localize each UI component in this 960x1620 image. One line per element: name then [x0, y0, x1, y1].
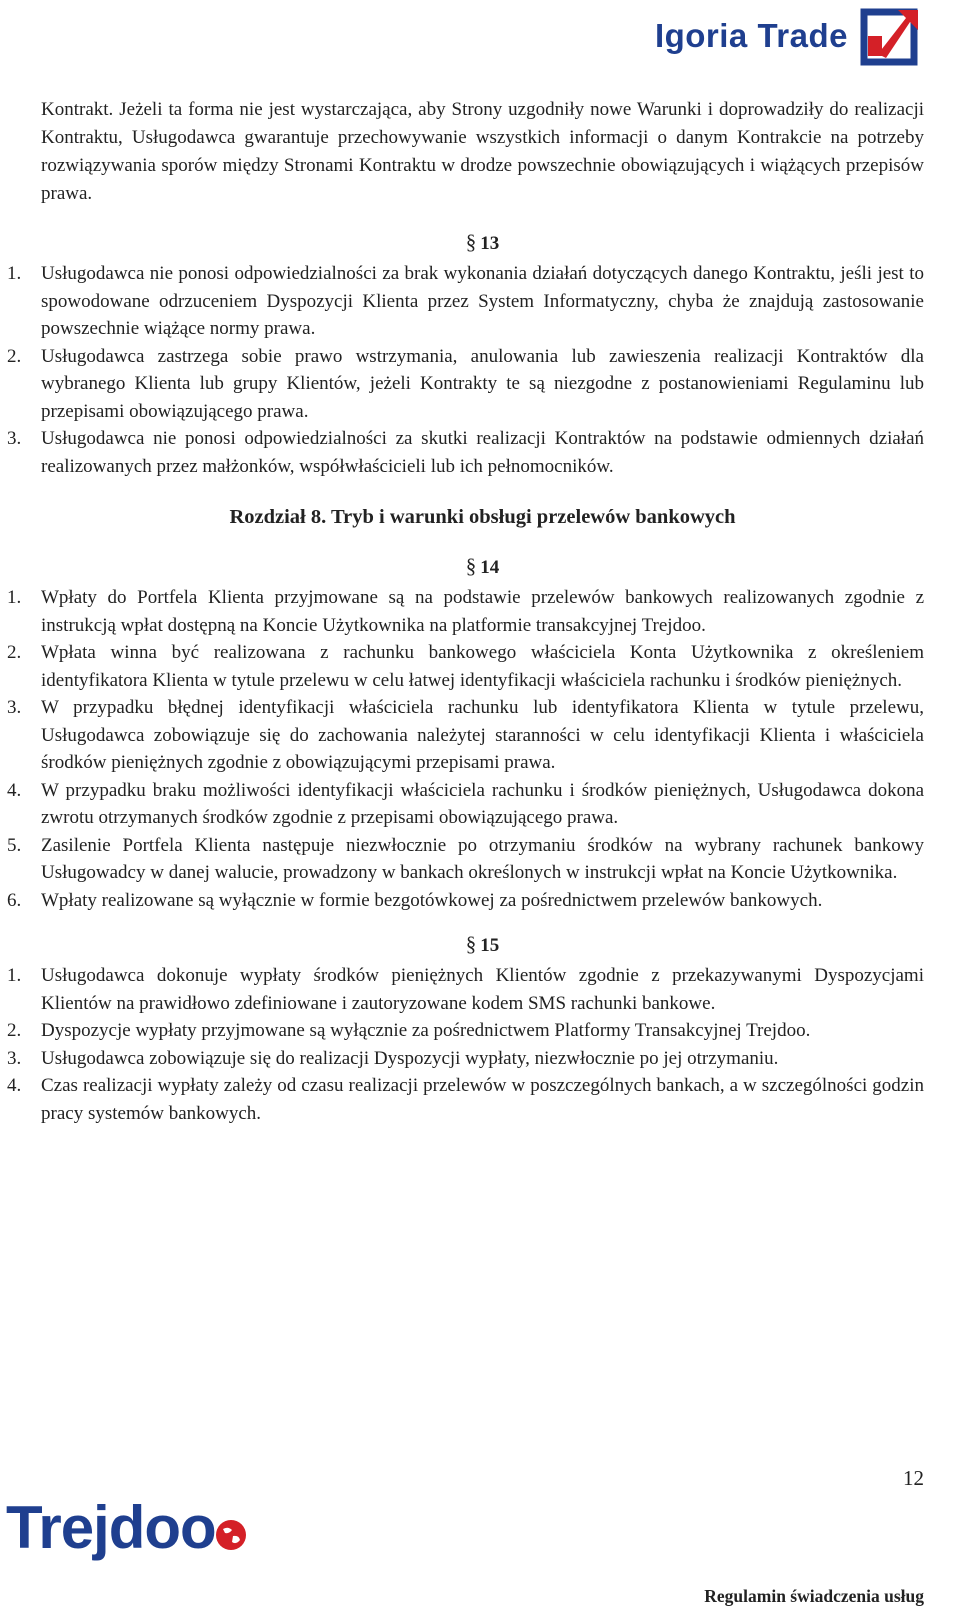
item-text: Usługodawca nie ponosi odpowiedzialności za skutki realizacji Kontraktów na podstawie odmiennych działań realizowanych przez małżonków, współwłaścicieli lub ich pełnomocników.	[41, 428, 924, 477]
section-13-list	[7, 260, 924, 480]
list-item	[7, 1017, 924, 1045]
section-15-heading	[41, 930, 924, 960]
item-text: Wpłaty do Portfela Klienta przyjmowane są na podstawie przelewów bankowych realizowanych zgodnie z instrukcją wpłat dostępną na Koncie Użytkownika na platformie transakcyjnej Trejdoo.	[41, 587, 924, 636]
section-15-list	[7, 962, 924, 1127]
section-13-heading	[41, 228, 924, 258]
item-text: Usługodawca nie ponosi odpowiedzialności za brak wykonania działań dotyczących danego Kontraktu, jeśli jest to spowodowane odrzuceniem Dyspozycji Klienta przez System Informatyczny, chyba że znajdują zastosowanie powszechnie wiążące normy prawa.	[41, 263, 924, 339]
list-item	[7, 639, 924, 694]
list-item	[7, 1072, 924, 1127]
list-item	[7, 425, 924, 480]
item-text: W przypadku błędnej identyfikacji właściciela rachunku lub identyfikatora Klienta w tytule przelewu, Usługodawca zobowiązuje się do zachowania należytej staranności w celu identyfikacji Klienta i właściciela środków pieniężnych zgodnie z obowiązującymi przepisami prawa.	[41, 697, 924, 773]
footer-title: Regulamin świadczenia usług	[704, 1586, 924, 1606]
item-number: 3.	[7, 1047, 22, 1069]
item-text: Zasilenie Portfela Klienta następuje niezwłocznie po otrzymaniu środków na wybrany rachunek bankowy Usługowadcy w danej walucie, prowadzony w bankach określonych w instrukcji wpłat na Koncie Użytkownika.	[41, 834, 924, 883]
item-text: Dyspozycje wypłaty przyjmowane są wyłącznie za pośrednictwem Platformy Transakcyjnej Trejdoo.	[41, 1020, 811, 1041]
list-item	[7, 832, 924, 887]
item-number: 4.	[7, 779, 22, 801]
item-text: Wpłaty realizowane są wyłącznie w formie bezgotówkowej za pośrednictwem przelewów bankowych.	[41, 889, 823, 911]
item-number: 1.	[7, 587, 22, 608]
item-text: Usługodawca dokonuje wypłaty środków pieniężnych Klientów zgodnie z przekazywanymi Dyspozycjami Klientów na prawidłowo zdefiniowane i zautoryzowane kodem SMS rachunki bankowe.	[41, 965, 924, 1014]
section-symbol: §	[465, 230, 477, 254]
section-symbol: §	[465, 932, 477, 956]
item-number: 6.	[7, 889, 22, 911]
item-number: 1.	[7, 965, 22, 986]
list-item	[7, 962, 924, 1017]
list-item	[7, 694, 924, 777]
section-14-list	[7, 584, 924, 914]
list-item	[7, 887, 924, 915]
list-item	[7, 260, 924, 343]
item-number: 3.	[7, 428, 22, 449]
item-text: Wpłata winna być realizowana z rachunku bankowego właściciela Konta Użytkownika z określeniem identyfikatora Klienta w tytule przelewu w celu łatwej identyfikacji właściciela rachunku i środków pieniężnych.	[41, 642, 924, 691]
section-14-heading	[41, 552, 924, 582]
list-item	[7, 1045, 924, 1073]
section-symbol: §	[465, 554, 477, 578]
item-text: W przypadku braku możliwości identyfikacji właściciela rachunku i środków pieniężnych, Usługodawca dokona zwrotu otrzymanych środków zgodnie z przepisami obowiązującego prawa.	[41, 779, 924, 828]
globe-icon	[214, 1518, 248, 1552]
item-number: 1.	[7, 263, 22, 284]
list-item	[7, 343, 924, 426]
item-number: 5.	[7, 834, 22, 856]
igoria-arrow-icon	[858, 6, 922, 66]
item-number: 2.	[7, 642, 22, 663]
item-number: 3.	[7, 697, 22, 718]
document-body	[7, 96, 924, 1127]
section-number: 13	[480, 233, 500, 254]
section-number: 14	[480, 557, 500, 578]
item-number: 2.	[7, 1020, 22, 1041]
footer-logo-text: Trejdoo	[6, 1494, 216, 1561]
list-item	[7, 584, 924, 639]
page-number: 12	[903, 1466, 924, 1490]
item-number: 2.	[7, 345, 22, 367]
chapter-heading: Rozdział 8. Tryb i warunki obsługi przelewów bankowych	[229, 506, 736, 528]
trejdoo-logo	[6, 1492, 248, 1564]
section-number: 15	[480, 935, 500, 956]
igoria-trade-logo	[655, 4, 922, 68]
item-text: Usługodawca zastrzega sobie prawo wstrzymania, anulowania lub zawieszenia realizacji Kontraktów dla wybranego Klienta lub grupy Klientów, jeżeli Kontrakty te są niezgodne z postanowieniami Regulaminu lub przepisami obowiązującego prawa.	[41, 345, 924, 422]
header-logo-text: Igoria Trade	[654, 17, 848, 54]
item-text: Usługodawca zobowiązuje się do realizacji Dyspozycji wypłaty, niezwłocznie po jej otrzymaniu.	[41, 1047, 779, 1069]
item-text: Czas realizacji wypłaty zależy od czasu realizacji przelewów w poszczególnych bankach, a w szczególności godzin pracy systemów bankowych.	[41, 1075, 924, 1124]
intro-paragraph: Kontrakt. Jeżeli ta forma nie jest wystarczająca, aby Strony uzgodniły nowe Warunki i doprowadziły do realizacji Kontraktu, Usługodawca gwarantuje przechowywanie wszystkich informacji o danym Kontrakcie na potrzeby rozwiązywania sporów między Stronami Kontraktu w drodze powszechnie obowiązujących i wiążących przepisów prawa.	[41, 99, 924, 204]
item-number: 4.	[7, 1075, 22, 1096]
list-item	[7, 777, 924, 832]
